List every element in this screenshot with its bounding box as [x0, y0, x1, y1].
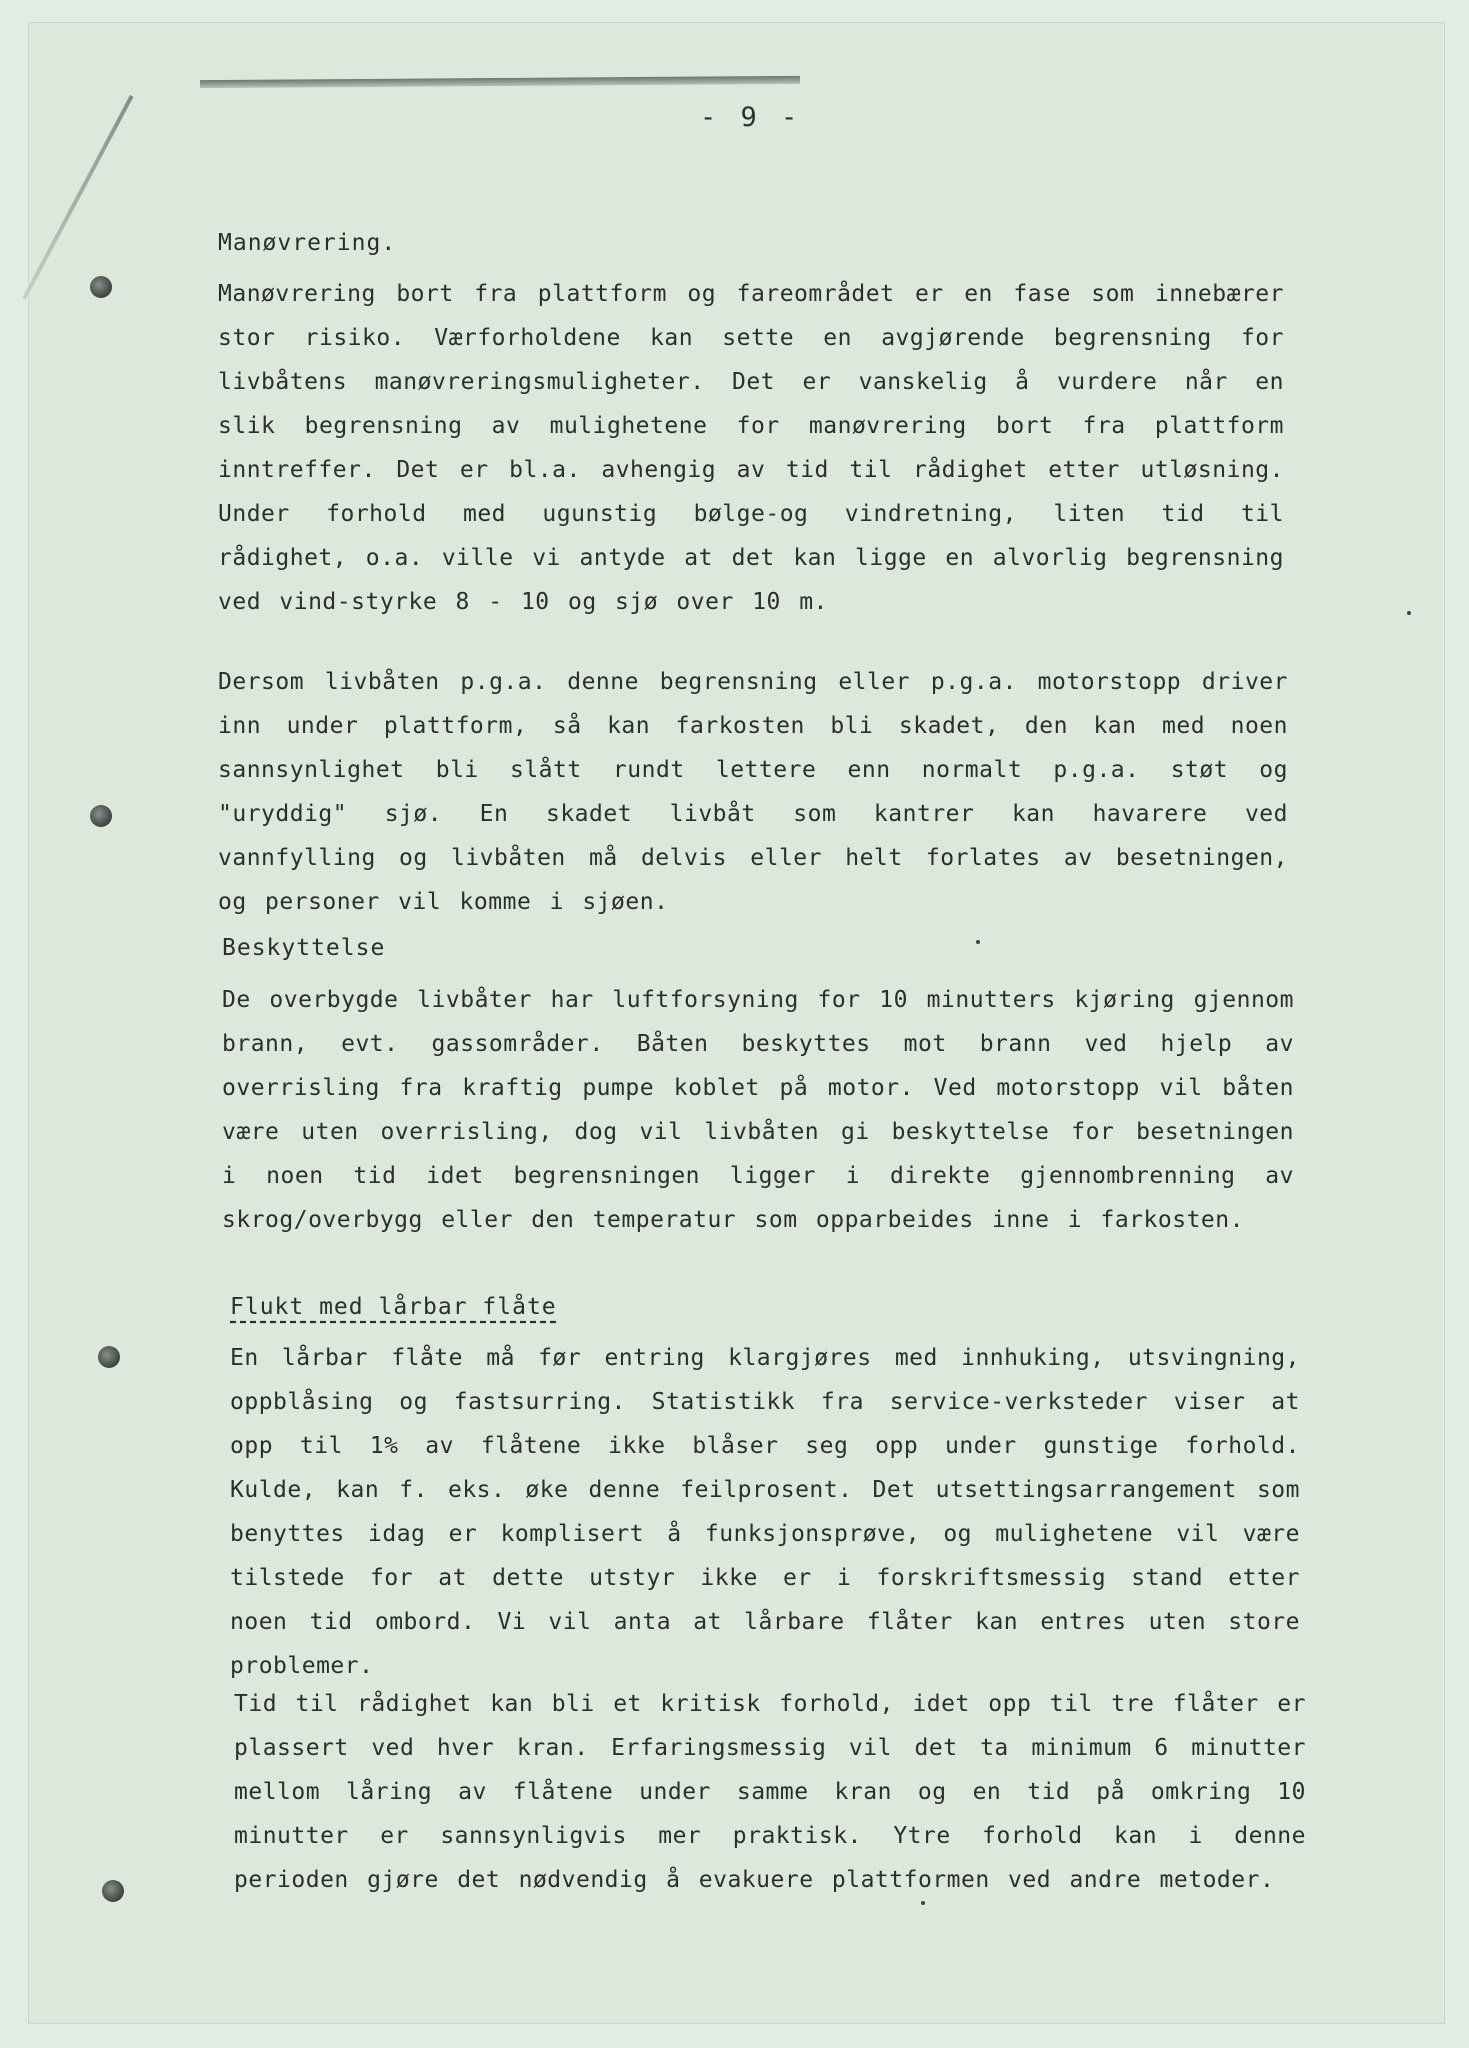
section-heading-manovrering: Manøvrering. [218, 230, 397, 256]
punch-hole [102, 1880, 124, 1902]
punch-hole [90, 276, 112, 298]
paragraph: Tid til rådighet kan bli et kritisk forhold, idet opp til tre flåter er plassert ved hver kran. Erfaringsmessig vil det ta minimum 6 minutter mellom låring av flåtene under samme kran og en tid på omkring 10 minutter er sannsynligvis mer praktisk. Ytre forhold kan i denne perioden gjøre det nødvendig å evakuere plattformen ved andre metoder. [234, 1691, 1306, 1893]
paragraph: De overbygde livbåter har luftforsyning for 10 minutters kjøring gjennom brann, evt. gassområder. Båten beskyttes mot brann ved hjelp av overrisling fra kraftig pumpe koblet på motor. Ved motorstopp vil båten være uten overrisling, dog vil livbåten gi beskyttelse for besetningen i noen tid idet begrensningen ligger i direkte gjennombrenning av skrog/overbygg eller den temperatur som opparbeides inne i farkosten. [222, 987, 1294, 1233]
punch-hole [98, 1346, 120, 1368]
paragraph: Dersom livbåten p.g.a. denne begrensning eller p.g.a. motorstopp driver inn under plattform, så kan farkosten bli skadet, den kan med noen sannsynlighet bli slått rundt lettere enn normalt p.g.a. støt og "uryddig" sjø. En skadet livbåt som kantrer kan havarere ved vannfylling og livbåten må delvis eller helt forlates av besetningen, og personer vil komme i sjøen. [218, 669, 1288, 915]
section-heading-beskyttelse: Beskyttelse [222, 935, 386, 961]
scan-speck [1407, 611, 1411, 615]
paragraph: En lårbar flåte må før entring klargjøres med innhuking, utsvingning, oppblåsing og fastsurring. Statistikk fra service-verksteder viser at opp til 1% av flåtene ikke blåser seg opp under gunstige forhold. Kulde, kan f. eks. øke denne feilprosent. Det utsettingsarrangement som benyttes idag er komplisert å funksjonsprøve, og mulighetene vil være tilstede for at dette utstyr ikke er i forskriftsmessig stand etter noen tid ombord. Vi vil anta at lårbare flåter kan entres uten store problemer. [230, 1345, 1300, 1679]
paragraph: Manøvrering bort fra plattform og fareområdet er en fase som innebærer stor risiko. Værforholdene kan sette en avgjørende begrensning for livbåtens manøvreringsmuligheter. Det er vanskelig å vurdere når en slik begrensning av mulighetene for manøvrering bort fra plattform inntreffer. Det er bl.a. avhengig av tid til rådighet etter utløsning. Under forhold med ugunstig bølge-og vindretning, liten tid til rådighet, o.a. ville vi antyde at det kan ligge en alvorlig begrensning ved vind-styrke 8 - 10 og sjø over 10 m. [218, 281, 1284, 615]
section-heading-flukt: Flukt med lårbar flåte [230, 1294, 557, 1320]
page-number: - 9 - [700, 102, 802, 133]
scan-speck [976, 940, 980, 944]
punch-hole [90, 805, 112, 827]
